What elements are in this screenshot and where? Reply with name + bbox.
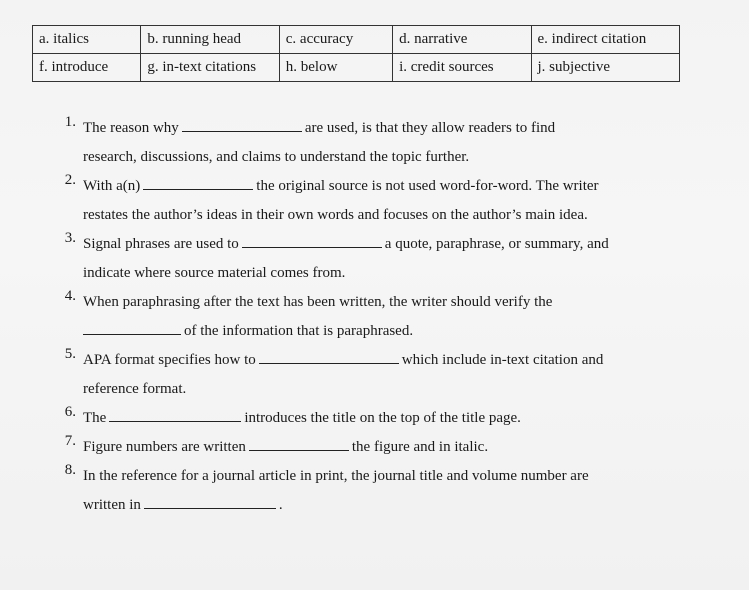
answer-blank[interactable]	[259, 362, 399, 364]
question-number: 2.	[64, 172, 76, 188]
question-number: 1.	[64, 114, 76, 130]
question-number: 3.	[64, 230, 76, 246]
question-text: the figure and in italic.	[351, 439, 489, 455]
question-text: When paraphrasing after the text has been written, the writer should verify the	[83, 294, 553, 310]
answer-blank[interactable]	[143, 188, 253, 190]
question-text: reference format.	[83, 381, 187, 397]
question-4	[56, 288, 696, 346]
word-bank-cell: f. introduce	[33, 54, 141, 82]
question-2	[56, 172, 696, 230]
question-text: of the information that is paraphrased.	[184, 323, 414, 339]
word-bank-cell: a. italics	[33, 26, 141, 54]
question-text: introduces the title on the top of the title page.	[244, 410, 521, 426]
question-text: APA format specifies how to	[83, 352, 256, 368]
answer-blank[interactable]	[249, 449, 349, 451]
question-number: 6.	[64, 404, 76, 420]
question-text: Figure numbers are written	[83, 439, 246, 455]
question-text: The	[83, 410, 107, 426]
answer-blank[interactable]	[83, 333, 181, 335]
question-number: 5.	[64, 346, 76, 362]
question-text: restates the author’s ideas in their own words and focuses on the author’s main idea.	[83, 207, 588, 223]
word-bank-cell: j. subjective	[531, 54, 679, 82]
question-8	[56, 462, 696, 520]
word-bank-row	[33, 26, 680, 54]
question-text: research, discussions, and claims to understand the topic further.	[83, 149, 470, 165]
question-number: 7.	[64, 433, 76, 449]
word-bank-row	[33, 54, 680, 82]
question-text: written in	[83, 497, 141, 513]
question-text: are used, is that they allow readers to find	[304, 120, 556, 136]
question-1	[56, 114, 696, 172]
word-bank-cell: b. running head	[141, 26, 279, 54]
question-text: indicate where source material comes from.	[83, 265, 346, 281]
question-text: .	[278, 497, 283, 513]
question-text: With a(n)	[83, 178, 141, 194]
question-5	[56, 346, 696, 404]
question-list	[56, 114, 696, 520]
question-text: the original source is not used word-for-word. The writer	[256, 178, 599, 194]
word-bank-cell: c. accuracy	[279, 26, 392, 54]
word-bank-cell: g. in-text citations	[141, 54, 279, 82]
answer-blank[interactable]	[109, 420, 241, 422]
word-bank-cell: i. credit sources	[393, 54, 531, 82]
question-6	[56, 404, 696, 433]
word-bank-cell: d. narrative	[393, 26, 531, 54]
answer-blank[interactable]	[242, 246, 382, 248]
question-number: 4.	[64, 288, 76, 304]
question-text: which include in-text citation and	[401, 352, 604, 368]
question-text: a quote, paraphrase, or summary, and	[384, 236, 609, 252]
word-bank-cell: e. indirect citation	[531, 26, 679, 54]
word-bank-cell: h. below	[279, 54, 392, 82]
word-bank-table	[32, 25, 680, 82]
question-7	[56, 433, 696, 462]
question-text: In the reference for a journal article in print, the journal title and volume number are	[83, 468, 589, 484]
answer-blank[interactable]	[144, 507, 276, 509]
answer-blank[interactable]	[182, 130, 302, 132]
question-text: Signal phrases are used to	[83, 236, 239, 252]
question-number: 8.	[64, 462, 76, 478]
question-3	[56, 230, 696, 288]
question-text: The reason why	[83, 120, 179, 136]
